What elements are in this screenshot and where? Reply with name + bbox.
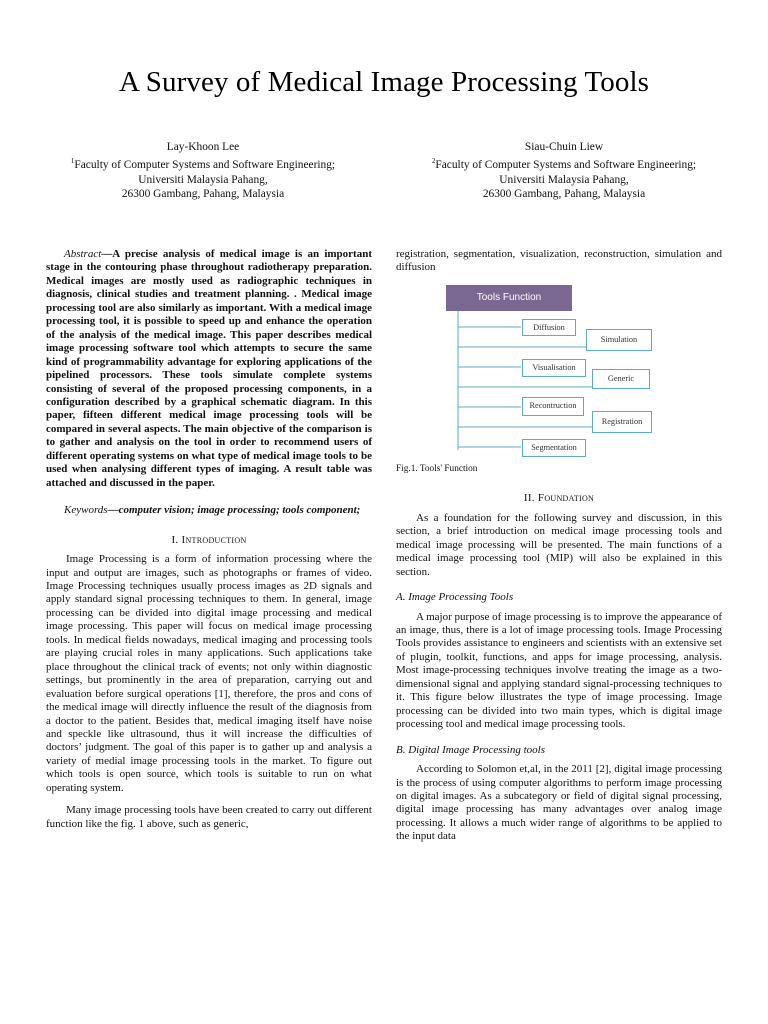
author-affiliation: $^2$Faculty of Computer Systems and Software Engineering; [431, 157, 697, 172]
author-affiliation: $^1$Faculty of Computer Systems and Software Engineering; [70, 157, 336, 172]
node-registration: Registration [592, 411, 652, 433]
section-heading-introduction: I. Introduction [171, 533, 247, 546]
intro-continuation: registration, segmentation, visualization, reconstruction, simulation and diffusion [396, 248, 722, 274]
digital-image-processing-paragraph: According to Solomon et,al, in the 2011 [2], digital image processing is the process of using computer algorithms to perform image processing on digital images. As a subcategory or field of digital signal processing, digital image processing has many advantages over analog image processing. It allows a much wider range of algorithms to be applied to the input data [396, 763, 722, 843]
subsection-heading-image-processing-tools: A. Image Processing Tools [396, 591, 514, 604]
author-university: Universiti Malaysia Pahang, [138, 173, 268, 186]
image-processing-tools-paragraph: A major purpose of image processing is to improve the appearance of an image, thus, there is a lot of image processing tools. Image Processing Tools provides assistance to engineers and scientists with an extensive set of plugin, toolkit, functions, and apps for image processing, analysis. Most image-processing techniques involve treating the image as a two-dimensional signal and applying standard signal-processing techniques to it. This figure below illustrates the type of image processing. Image processing can be divided into two main types, which is digital image processing tool and medical image processing tools. [396, 610, 722, 731]
author-address: 26300 Gambang, Pahang, Malaysia [121, 188, 285, 201]
author-block-1 [33, 140, 373, 201]
subsection-heading-digital-image-processing: B. Digital Image Processing tools [396, 743, 545, 756]
left-column [46, 248, 372, 831]
figure-caption: Fig.1. Tools' Function [396, 463, 478, 474]
intro-paragraph-2: Many image processing tools have been created to carry out different function like the fig. 1 above, such as generic, [46, 804, 372, 830]
paper-title: A Survey of Medical Image Processing Tools [119, 66, 649, 98]
node-diffusion: Diffusion [522, 319, 576, 336]
node-visualisation: Visualisation [522, 359, 586, 377]
abstract: Abstract—A precise analysis of medical image is an important stage in the contouring phase throughout radiotherapy preparation. Medical images are mostly used as radiographic techniques in diagnosis, clinical studies and treatment planning. . Medical image processing tool are also similarly as important. With a medical image processing tool, it is possible to speed up and enhance the operation of the analysis of the medical image. This paper describes medical image processing software tool which attempts to secure the same kind of programmability advantage for exploring applications of the pipelined processors. These tools simulate complete systems consisting of several of the proposed processing components, in a configuration described by a graphical schematic diagram. In this paper, fifteen different medical image processing tools will be compared in several aspects. The main objective of the comparison is to gather and analysis on the tool in order to recommend users of different operating systems on what type of medical image tools to be used when analysing different types of imaging. A result table was attached and discussed in the paper. [46, 248, 372, 489]
author-block-2 [394, 140, 734, 201]
root-node-tools-function: Tools Function [446, 285, 572, 311]
author-address: 26300 Gambang, Pahang, Malaysia [482, 188, 646, 201]
node-reconstruction: Recontruction [522, 397, 584, 416]
foundation-paragraph: As a foundation for the following survey and discussion, in this section, a brief introduction on medical image processing tools and medical image processing will be presented. The main functions of a medical image processing tool (MIP) will also be explained in this section. [396, 511, 722, 578]
section-heading-foundation: II. Foundation [523, 492, 595, 505]
intro-paragraph-1: Image Processing is a form of information processing where the input and output are images, such as photographs or frames of video. Image Processing techniques usually process images as 2D signals and apply standard signal processing techniques to them. In general, image processing can be divided into digital image processing and medical image processing. This paper will focus on medical image processing tools. In medical fields nowadays, medical imaging and processing tools are playing crucial roles in many applications. Such applications take place throughout the clinical track of events; not only within diagnostic settings, but prominently in the area of preparation, carrying out and evaluation before surgical operations [1], therefore, the pros and cons of the medical image will directly influence the result of the diagnosis from a doctor to the patient. Besides that, medical imaging itself have noise and speckle like ultrasound, thus it will increase the difficulties of doctors’ judgment. The goal of this paper is to gather up and analysis a variety of medial image processing tools in the market. To figure out which tools is open source, which tools is suitable to run on what operating system. [46, 553, 372, 794]
node-generic: Generic [592, 369, 650, 389]
author-name: Siau-Chuin Liew [524, 141, 604, 153]
node-simulation: Simulation [586, 329, 652, 351]
author-university: Universiti Malaysia Pahang, [499, 173, 629, 186]
node-segmentation: Segmentation [522, 439, 586, 457]
right-column [396, 248, 722, 844]
tools-function-diagram [446, 285, 736, 455]
author-name: Lay-Khoon Lee [166, 141, 240, 153]
keywords: Keywords—computer vision; image processing; tools component; [64, 504, 361, 517]
